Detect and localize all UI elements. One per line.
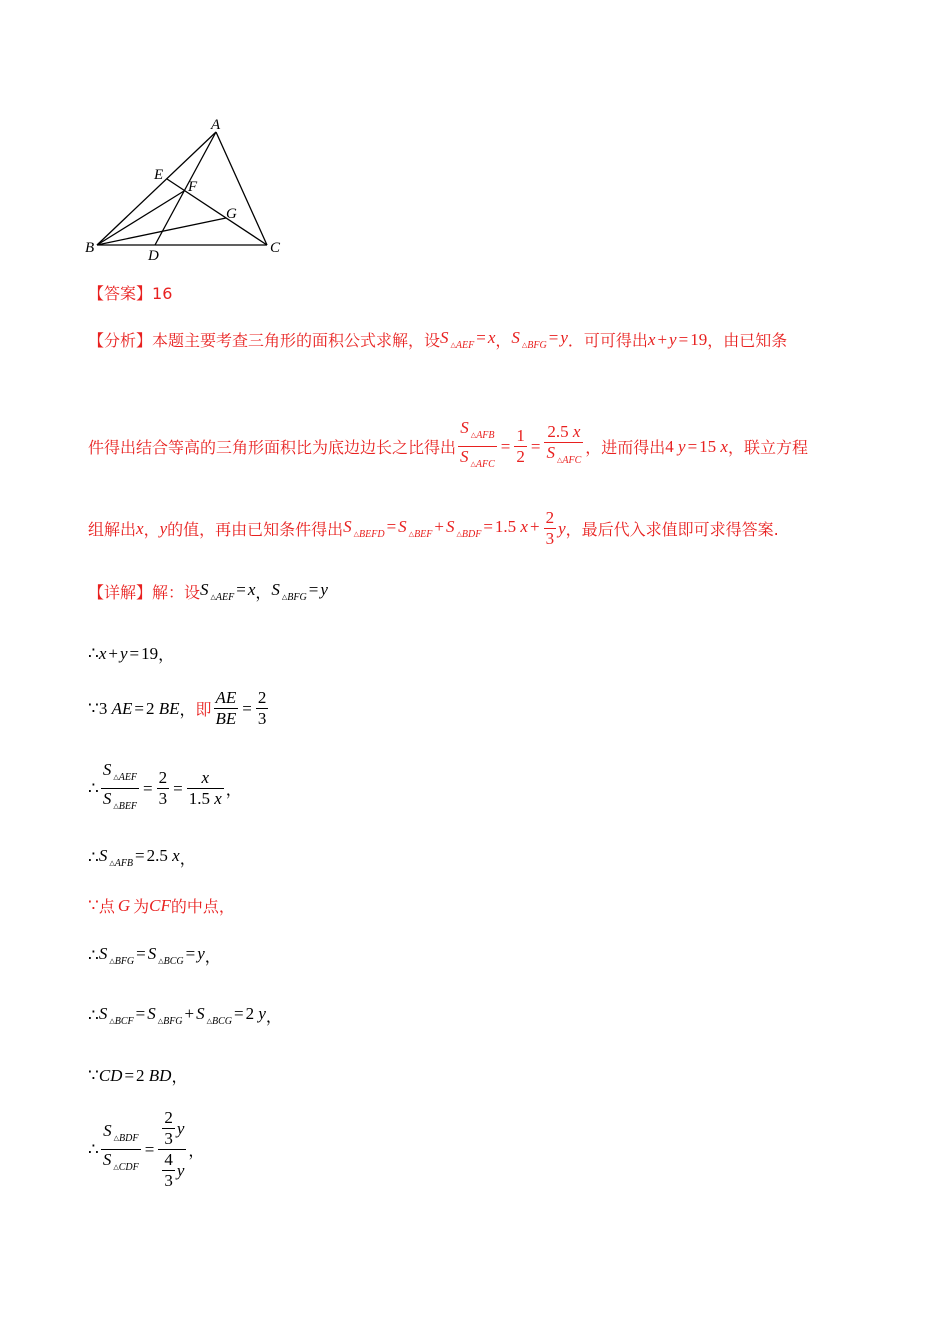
detail-line-5: ∴ S $_{\triangle AFB}$ = 2.5 x ， xyxy=(88,846,196,869)
detail-line-10: ∴ $\frac{S _{\triangle BDF}}{S _{\triangle CDF}}$ = $\frac{2}{3}$ y $\frac{4}{3}$ y ， xyxy=(88,1108,205,1190)
answer-tag: 【答案】 xyxy=(88,284,153,303)
label-g: G xyxy=(226,206,237,222)
detail-line-7: ∴ S $_{\triangle BFG}$ = S $_{\triangle BCG}$ = y ， xyxy=(88,944,221,967)
segment-bf xyxy=(97,191,184,245)
label-a: A xyxy=(211,117,221,133)
answer-value: 16 xyxy=(152,284,173,303)
label-d: D xyxy=(148,248,159,264)
label-b: B xyxy=(85,240,95,256)
segment-bg xyxy=(97,218,226,245)
label-c: C xyxy=(270,240,281,256)
detail-line-9: ∵ CD = 2 BD ， xyxy=(88,1065,188,1086)
analysis-line-2: 件得出结合等高的三角形面积比为底边边长之比得出 $\frac{S _{\triangle AFB}}{S _{\triangle AFC}}$ = $\frac{1}{2}$ = $\frac{2.5 x}{S _{\triangle AFC}}$ ，进而得出 4 y = 15 x ，联立方程 xyxy=(88,418,808,475)
label-f: F xyxy=(188,179,198,195)
segment-ab xyxy=(97,132,216,245)
detail-line-2: ∴ x + y = 19 ， xyxy=(88,643,175,664)
detail-line-1: 【详解】 解：设 S $_{\triangle AEF}$ = x ， S $_{\triangle BFG}$ = y xyxy=(88,580,328,603)
analysis-line-1: 【分析】 本题主要考查三角形的面积公式求解，设 S $_{\triangle AEF}$ = x ， S $_{\triangle BFG}$ = y ．可可得出 x + y = 19 ，由已知条 xyxy=(88,328,788,351)
analysis-line-3: 组解出 x ， y 的值，再由已知条件得出 S $_{\triangle BEFD}$ = S $_{\triangle BEF}$ + S $_{\triangle BDF}$ = 1.5 x + $\frac{2}{3}$ y ，最后代入求值即可求得答案. xyxy=(88,508,779,548)
detail-line-3: ∵ 3 AE = 2 BE ， 即 $\frac{AE}{BE}$ = $\frac{2}{3}$ xyxy=(88,688,267,728)
triangle-figure xyxy=(80,112,290,267)
detail-line-8: ∴ S $_{\triangle BCF}$ = S $_{\triangle BFG}$ + S $_{\triangle BCG}$ = 2 y ， xyxy=(88,1004,282,1027)
answer-line xyxy=(88,281,172,304)
segment-ad xyxy=(155,132,216,245)
label-e: E xyxy=(154,167,164,183)
detail-line-6: ∵ 点 G 为 CF 的中点， xyxy=(88,895,235,916)
detail-line-4: ∴ $\frac{S _{\triangle AEF}}{S _{\triangle BEF}}$ = $\frac{2}{3}$ = $\frac{x}{1.5 x}$ ， xyxy=(88,760,242,817)
